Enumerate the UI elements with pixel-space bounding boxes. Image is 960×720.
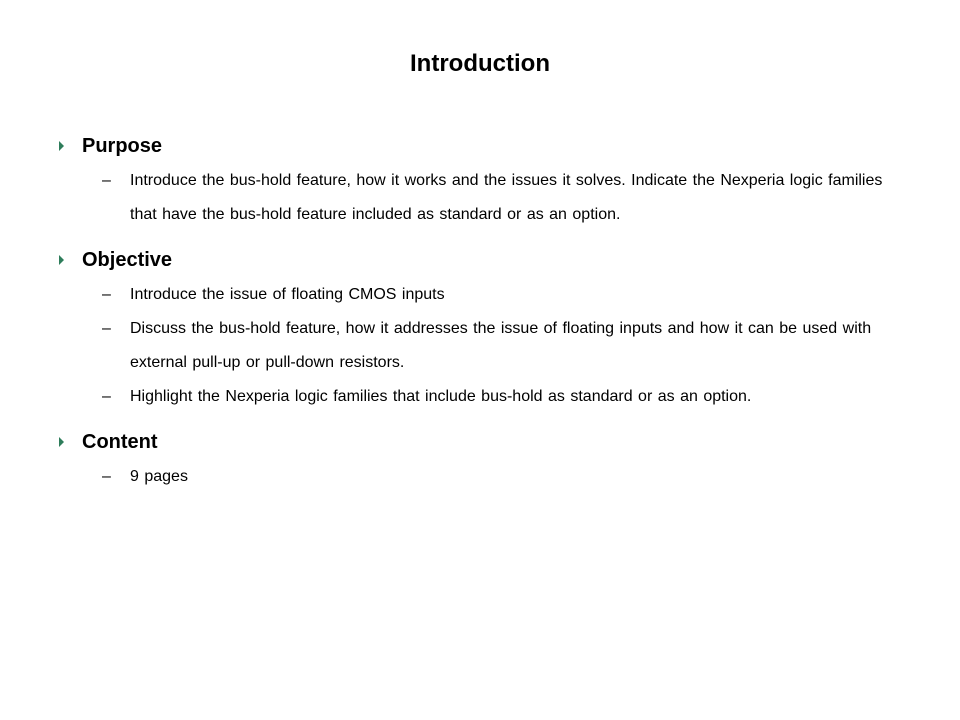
sub-bullet-item <box>58 380 903 414</box>
sections-list <box>58 128 903 504</box>
sub-bullet-list <box>58 278 903 414</box>
section-title: Objective <box>82 249 173 271</box>
dash-bullet: – <box>102 172 111 189</box>
sub-bullet-text: Introduce the bus-hold feature, how it works and the issues it solves. Indicate the Nexperia logic families that have the bus-hold feature included as standard or as an option. <box>130 172 883 223</box>
section-title: Content <box>82 431 158 453</box>
sub-bullet-list <box>58 164 903 232</box>
sub-bullet-item <box>58 164 903 232</box>
sub-bullet-text: Highlight the Nexperia logic families that include bus-hold as standard or as an option. <box>130 388 752 405</box>
section-content <box>58 424 903 494</box>
dash-bullet: – <box>102 468 111 485</box>
chevron-right-icon <box>59 255 64 265</box>
sub-bullet-item <box>58 460 903 494</box>
sub-bullet-text: Discuss the bus-hold feature, how it addresses the issue of floating inputs and how it can be used with external pull-up or pull-down resistors. <box>130 320 872 371</box>
chevron-right-icon <box>59 141 64 151</box>
chevron-right-icon <box>59 437 64 447</box>
dash-bullet: – <box>102 286 111 303</box>
section-header <box>58 128 903 164</box>
section-purpose <box>58 128 903 232</box>
section-objective <box>58 242 903 414</box>
slide-title: Introduction <box>410 50 550 77</box>
section-title: Purpose <box>82 135 163 157</box>
sub-bullet-text: 9 pages <box>130 468 188 485</box>
section-header <box>58 242 903 278</box>
sub-bullet-item <box>58 278 903 312</box>
sub-bullet-item <box>58 312 903 380</box>
dash-bullet: – <box>102 320 111 337</box>
sub-bullet-list <box>58 460 903 494</box>
dash-bullet: – <box>102 388 111 405</box>
sub-bullet-text: Introduce the issue of floating CMOS inputs <box>130 286 445 303</box>
section-header <box>58 424 903 460</box>
